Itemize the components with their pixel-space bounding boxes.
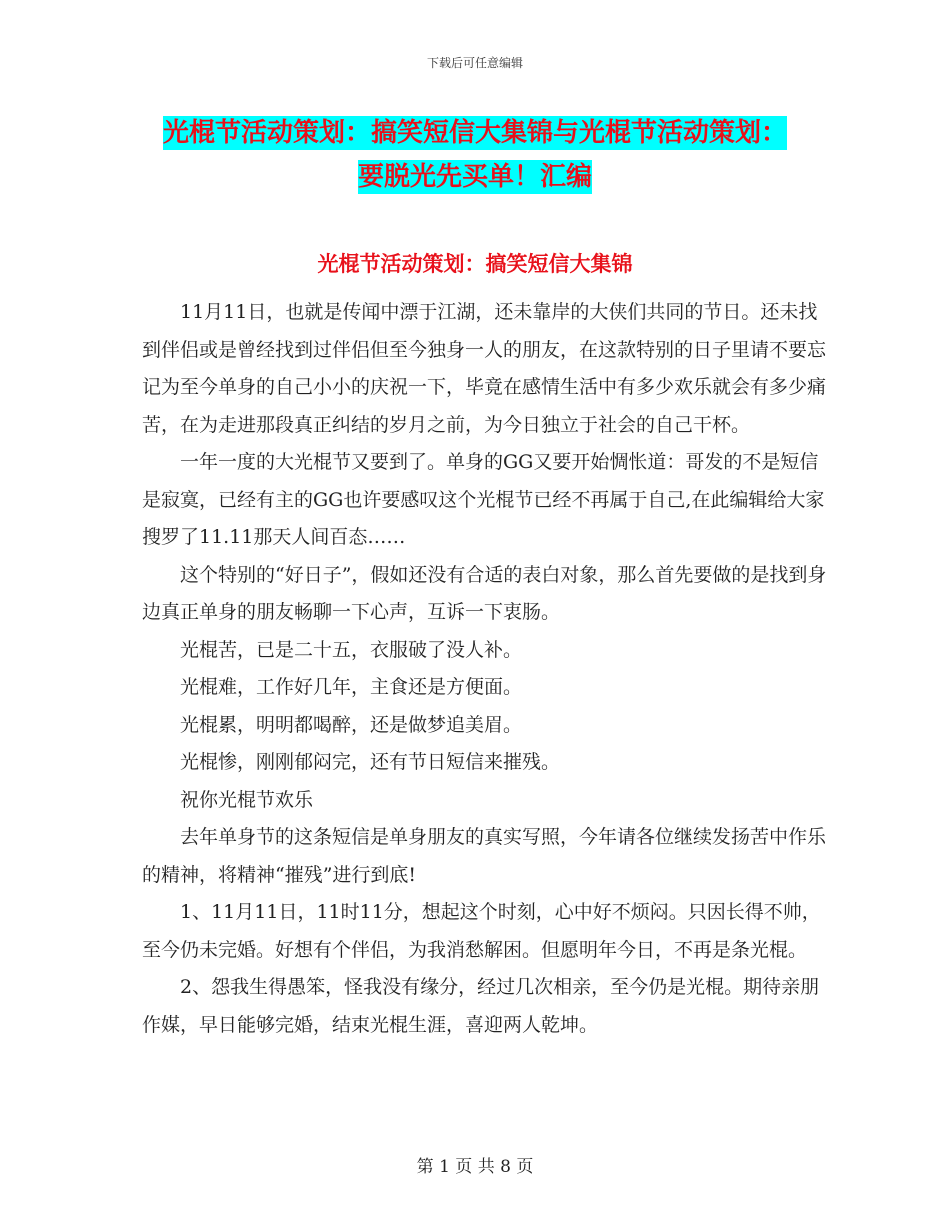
paragraph: 光棍惨，刚刚郁闷完，还有节日短信来摧残。 [180,751,561,773]
paragraph: 1、11月11日，11时11分，想起这个时刻，心中好不烦闷。只因长得不帅，至今仍未完婚。好想有个伴侣，为我消愁解困。但愿明年今日，不再是条光棍。 [142,901,821,961]
title-highlight-1: 光棍节活动策划：搞笑短信大集锦与光棍节活动策划： [162,118,787,148]
document-title-line-1 [0,112,950,149]
paragraph: 11月11日，也就是传闻中漂于江湖，还未靠岸的大侠们共同的节日。还未找到伴侣或是曾经找到过伴侣但至今独身一人的朋友，在这款特别的日子里请不要忘记为至今单身的自己小小的庆祝一下，毕竟在感情生活中有多少欢乐就会有多少痛苦，在为走进那段真正纠结的岁月之前，为今日独立于社会的自己干杯。 [142,301,827,436]
header-note: 下载后可任意编辑 [426,56,523,70]
title-highlight-2: 要脱光先买单！汇编 [357,162,592,192]
section-title: 光棍节活动策划：搞笑短信大集锦 [317,252,633,276]
paragraph: 祝你光棍节欢乐 [180,788,314,811]
document-title-line-2 [0,156,950,193]
body-text [142,294,832,1044]
paragraph: 光棍苦，已是二十五，衣服破了没人补。 [180,638,523,661]
page-number: 第 1 页 共 8 页 [416,1157,534,1177]
paragraph: 去年单身节的这条短信是单身朋友的真实写照，今年请各位继续发扬苦中作乐的精神，将精神“摧残”进行到底! [142,826,827,886]
paragraph: 2、怨我生得愚笨，怪我没有缘分，经过几次相亲，至今仍是光棍。期待亲朋作媒，早日能够完婚，结束光棍生涯，喜迎两人乾坤。 [142,976,820,1036]
paragraph: 这个特别的“好日子”，假如还没有合适的表白对象，那么首先要做的是找到身边真正单身的朋友畅聊一下心声，互诉一下衷肠。 [142,563,827,623]
paragraph: 光棍难，工作好几年，主食还是方便面。 [180,676,523,698]
paragraph: 光棍累，明明都喝醉，还是做梦追美眉。 [180,713,523,736]
paragraph: 一年一度的大光棍节又要到了。单身的GG又要开始惆怅道：哥发的不是短信是寂寞，已经有主的GG也许要感叹这个光棍节已经不再属于自己,在此编辑给大家搜罗了11.11那天人间百态…… [142,451,825,548]
